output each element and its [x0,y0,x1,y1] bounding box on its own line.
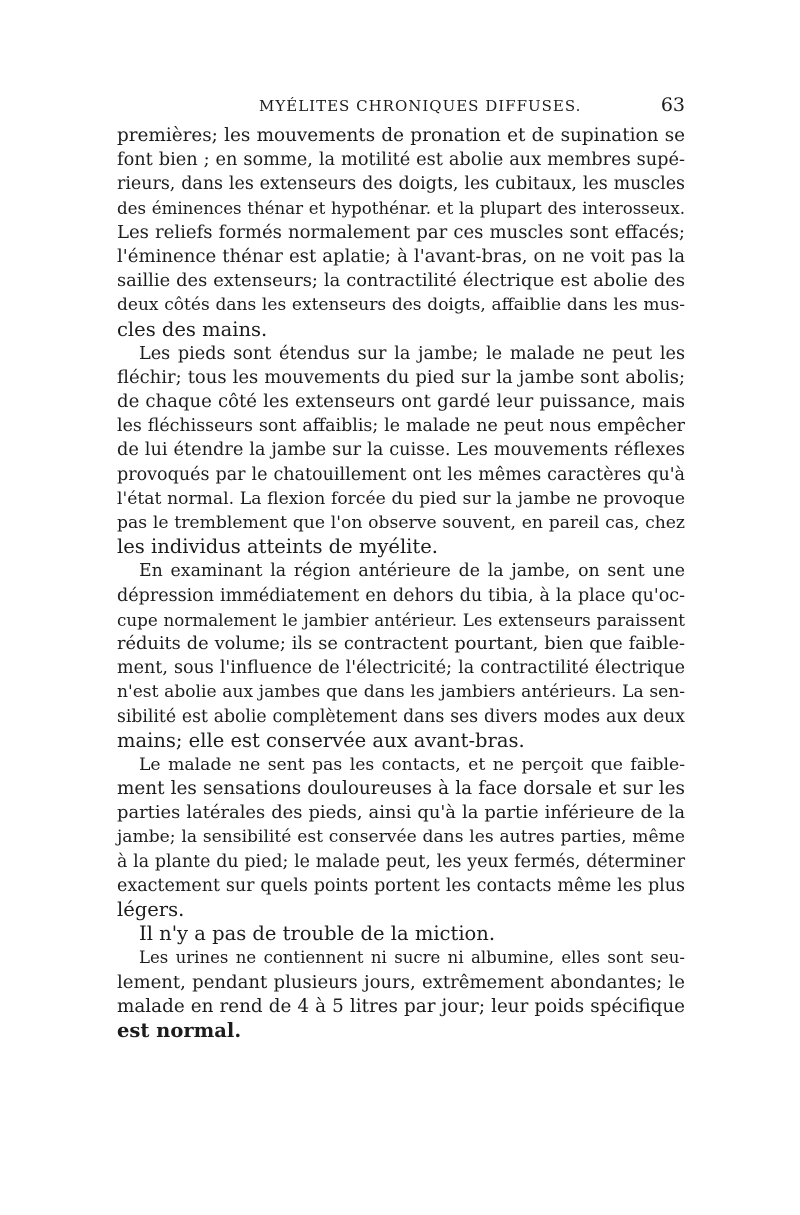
body-text [117,124,685,1043]
text-line: font bien ; en somme, la motilité est abolie aux membres supé- [117,150,685,171]
running-title: MYÉLITES CHRONIQUES DIFFUSES. [259,97,582,115]
text-line: cupe normalement le jambier antérieur. Les extenseurs paraissent [117,609,685,630]
text-line: réduits de volume; ils se contractent pourtant, bien que faible- [117,633,685,654]
text-line: deux côtés dans les extenseurs des doigts, affaiblie dans les mus- [117,295,685,316]
text-line: à la plante du pied; le malade peut, les yeux fermés, déterminer [117,851,685,872]
text-line: fléchir; tous les mouvements du pied sur la jambe sont abolis; [117,366,685,388]
text-line: sibilité est abolie complètement dans ses divers modes aux deux [117,706,685,727]
page-header [117,94,685,121]
text-line: légers. [117,898,185,921]
text-line: ment, sous l'influence de l'électricité; la contractilité électrique [117,658,685,679]
text-line: de lui étendre la jambe sur la cuisse. Les mouvements réflexes [117,440,685,461]
text-line: l'éminence thénar est aplatie; à l'avant-bras, on ne voit pas la [117,245,685,267]
text-line: les individus atteints de myélite. [117,535,438,559]
text-line: des éminences thénar et hypothénar. et la plupart des interosseux. [117,198,685,218]
text-line: lement, pendant plusieurs jours, extrêmement abondantes; le [117,971,685,993]
text-line: rieurs, dans les extenseurs des doigts, les cubitaux, les muscles [117,174,685,195]
text-line: pas le tremblement que l'on observe souvent, en pareil cas, chez [117,513,685,533]
text-line: mains; elle est conservée aux avant-bras. [117,728,525,752]
text-line: Les pieds sont étendus sur la jambe; le malade ne peut les [139,343,685,364]
text-line: jambe; la sensibilité est conservée dans les autres parties, même [117,827,685,848]
text-line: Il n'y a pas de trouble de la miction. [139,922,496,946]
text-line: cles des mains. [117,317,268,341]
text-line: Les reliefs formés normalement par ces muscles sont effacés; [117,221,685,243]
text-line: les fléchisseurs sont affaiblis; le malade ne peut nous empêcher [117,416,685,437]
text-line: n'est abolie aux jambes que dans les jambiers antérieurs. La sen- [117,682,685,703]
text-line: provoqués par le chatouillement ont les mêmes caractères qu'à [117,464,685,485]
text-line: l'état normal. La flexion forcée du pied sur la jambe ne provoque [117,488,685,509]
text-line: Les urines ne contiennent ni sucre ni albumine, elles sont seu- [139,948,685,968]
text-line: est normal. [117,1018,242,1042]
text-line: dépression immédiatement en dehors du tibia, à la place qu'oc- [117,585,685,606]
text-line: exactement sur quels points portent les contacts même les plus [117,875,685,896]
text-line: premières; les mouvements de pronation et de supination se [117,125,685,146]
text-line: En examinant la région antérieure de la jambe, on sent une [139,561,685,582]
text-line: malade en rend de 4 à 5 litres par jour; leur poids spécifique [117,995,685,1017]
page-number: 63 [660,94,685,116]
text-line: parties latérales des pieds, ainsi qu'à la partie inférieure de la [117,802,685,824]
text-line: ment les sensations douloureuses à la face dorsale et sur les [117,778,685,800]
text-line: Le malade ne sent pas les contacts, et ne perçoit que faible- [139,754,685,775]
text-line: saillie des extenseurs; la contractilité électrique est abolie des [117,270,685,292]
text-line: de chaque côté les extenseurs ont gardé leur puissance, mais [117,391,685,413]
